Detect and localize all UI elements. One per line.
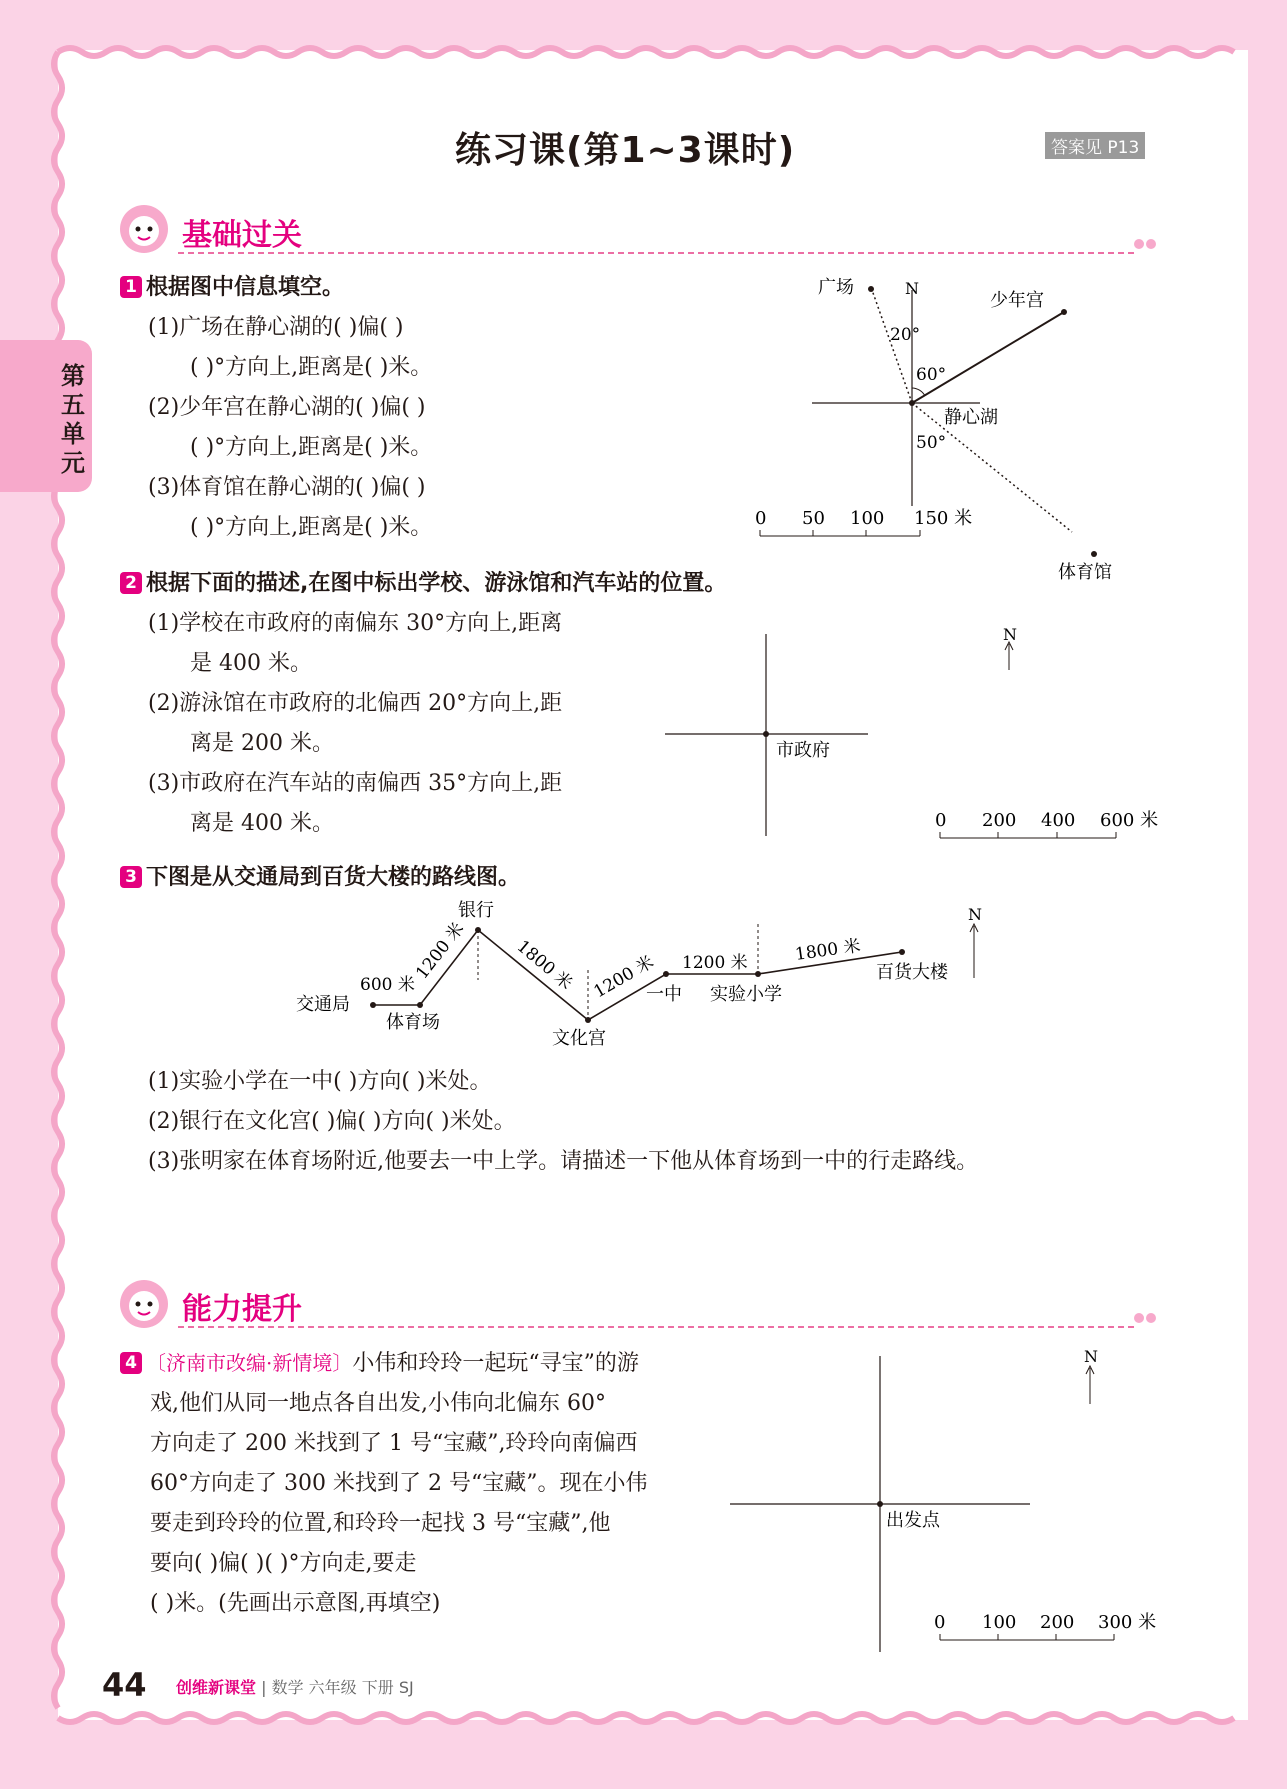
q2-line: 离是 400 米。	[190, 811, 334, 836]
scale-label: 100	[982, 1612, 1017, 1633]
question-2-prompt	[120, 566, 726, 597]
dots-decoration	[1132, 1308, 1160, 1328]
question-number-badge: 3	[120, 866, 142, 888]
question-1-text: 根据图中信息填空。	[146, 275, 345, 300]
scale-label: 150 米	[914, 508, 973, 529]
q4-blank-figure	[720, 1340, 1170, 1660]
unit-side-tab-label: 第五单元	[61, 362, 85, 477]
north-label: N	[1084, 1347, 1098, 1366]
q4-line: 要走到玲玲的位置,和玲玲一起找 3 号“宝藏”,他	[150, 1511, 611, 1536]
wenhuagong-point	[585, 1017, 591, 1023]
q2-line: 离是 200 米。	[190, 731, 334, 756]
start-point	[877, 1501, 883, 1507]
question-3-prompt	[120, 860, 520, 891]
q3-line: (2)银行在文化宫( )偏( )方向( )米处。	[148, 1109, 516, 1134]
q2-line: (3)市政府在汽车站的南偏西 35°方向上,距	[148, 771, 563, 796]
page-number: 44	[102, 1666, 147, 1704]
scale-label: 0	[755, 508, 767, 529]
question-number-badge: 4	[120, 1352, 142, 1374]
jiaotongju-label: 交通局	[296, 994, 350, 1015]
question-2-text: 根据下面的描述,在图中标出学校、游泳馆和汽车站的位置。	[146, 571, 727, 596]
footer-series: 创维新课堂 | 数学 六年级 下册 SJ	[176, 1678, 414, 1697]
footer-brand: 创维新课堂	[176, 1678, 257, 1697]
yinhang-label: 银行	[458, 900, 494, 921]
angle-60-label: 60°	[916, 365, 947, 385]
angle-20-label: 20°	[890, 325, 921, 345]
q1-line: (3)体育馆在静心湖的( )偏( )	[148, 475, 426, 500]
q4-line: 方向走了 200 米找到了 1 号“宝藏”,玲玲向南偏西	[150, 1431, 638, 1456]
scale-label: 200	[1040, 1612, 1075, 1633]
distance-label: 1200 米	[590, 952, 658, 1003]
baihuo-label: 百货大楼	[876, 962, 948, 983]
north-label: N	[968, 905, 982, 924]
jingxinhu-point	[909, 400, 915, 406]
tiyuguan-point	[1091, 551, 1097, 557]
shaoniangong-label: 少年宫	[990, 290, 1044, 311]
q1-line: ( )°方向上,距离是( )米。	[190, 435, 433, 460]
jiaotongju-point	[370, 1002, 376, 1008]
q4-line: 戏,他们从同一地点各自出发,小伟向北偏东 60°	[150, 1391, 606, 1416]
scale-label: 200	[982, 810, 1017, 831]
distance-label: 1200 米	[412, 919, 469, 984]
q1-direction-figure	[740, 270, 1160, 590]
start-label: 出发点	[886, 1510, 940, 1531]
page-title: 练习课(第1~3课时)	[455, 130, 796, 171]
question-number-badge: 1	[120, 276, 142, 298]
scale-label: 600 米	[1100, 810, 1159, 831]
jingxinhu-label: 静心湖	[944, 407, 998, 428]
dots-decoration	[1132, 234, 1160, 254]
angle-50-label: 50°	[916, 433, 947, 453]
yinhang-point	[475, 927, 481, 933]
question-4-first-line	[120, 1346, 639, 1377]
tiyuchang-point	[417, 1002, 423, 1008]
section-heading-basic: 基础过关	[182, 218, 302, 253]
q2-line: (2)游泳馆在市政府的北偏西 20°方向上,距	[148, 691, 563, 716]
q4-line: 60°方向走了 300 米找到了 2 号“宝藏”。现在小伟	[150, 1471, 648, 1496]
ray-to-shaoniangong	[912, 312, 1064, 403]
q3-line: (3)张明家在体育场附近,他要去一中上学。请描述一下他从体育场到一中的行走路线。	[148, 1149, 979, 1174]
distance-label: 1800 米	[793, 936, 862, 965]
angle-arc-60	[912, 388, 925, 396]
scale-label: 0	[935, 810, 947, 831]
mascot-icon	[116, 203, 172, 255]
shiyan-point	[755, 971, 761, 977]
baihuo-point	[899, 949, 905, 955]
section-heading-advanced: 能力提升	[182, 1292, 302, 1327]
north-label: N	[905, 279, 919, 298]
ray-to-guangchang	[872, 290, 912, 403]
tiyuguan-label: 体育馆	[1058, 562, 1112, 583]
answer-reference-badge: 答案见 P13	[1045, 132, 1145, 159]
wenhuagong-label: 文化宫	[552, 1028, 606, 1049]
shaoniangong-point	[1061, 309, 1067, 315]
shiyan-label: 实验小学	[710, 984, 782, 1005]
tiyuchang-label: 体育场	[386, 1012, 440, 1033]
q3-line: (1)实验小学在一中( )方向( )米处。	[148, 1069, 492, 1094]
q1-line: (1)广场在静心湖的( )偏( )	[148, 315, 404, 340]
scale-label: 300 米	[1098, 1612, 1157, 1633]
mascot-icon	[116, 1278, 172, 1330]
q2-line: 是 400 米。	[190, 651, 312, 676]
north-label: N	[1003, 625, 1017, 644]
q1-line: (2)少年宫在静心湖的( )偏( )	[148, 395, 426, 420]
section-divider	[178, 252, 1134, 254]
q1-line: ( )°方向上,距离是( )米。	[190, 355, 433, 380]
yizhong-label: 一中	[646, 984, 682, 1005]
q3-route-figure	[290, 898, 1000, 1058]
q2-line: (1)学校在市政府的南偏东 30°方向上,距离	[148, 611, 563, 636]
scale-label: 400	[1041, 810, 1076, 831]
q2-blank-figure	[660, 620, 1160, 850]
guangchang-label: 广场	[818, 277, 854, 298]
distance-label: 600 米	[360, 975, 415, 995]
source-tag: 〔济南市改编·新情境〕	[146, 1351, 353, 1375]
shizhengfu-point	[763, 731, 769, 737]
footer-book-info: 数学 六年级 下册 SJ	[271, 1678, 414, 1697]
distance-label: 1200 米	[682, 953, 748, 973]
distance-label: 1800 米	[512, 936, 576, 995]
scale-label: 50	[802, 508, 825, 529]
shizhengfu-label: 市政府	[776, 740, 830, 761]
section-divider	[178, 1326, 1134, 1328]
q1-line: ( )°方向上,距离是( )米。	[190, 515, 433, 540]
question-1-prompt	[120, 270, 344, 301]
scale-label: 0	[934, 1612, 946, 1633]
scale-label: 100	[850, 508, 885, 529]
q4-line: 要向( )偏( )( )°方向走,要走	[150, 1551, 417, 1576]
question-4-text: 小伟和玲玲一起玩“寻宝”的游	[352, 1351, 639, 1376]
yizhong-point	[663, 971, 669, 977]
guangchang-point	[868, 286, 874, 292]
q4-line: ( )米。(先画出示意图,再填空)	[150, 1591, 441, 1616]
question-3-text: 下图是从交通局到百货大楼的路线图。	[146, 865, 521, 890]
question-number-badge: 2	[120, 572, 142, 594]
